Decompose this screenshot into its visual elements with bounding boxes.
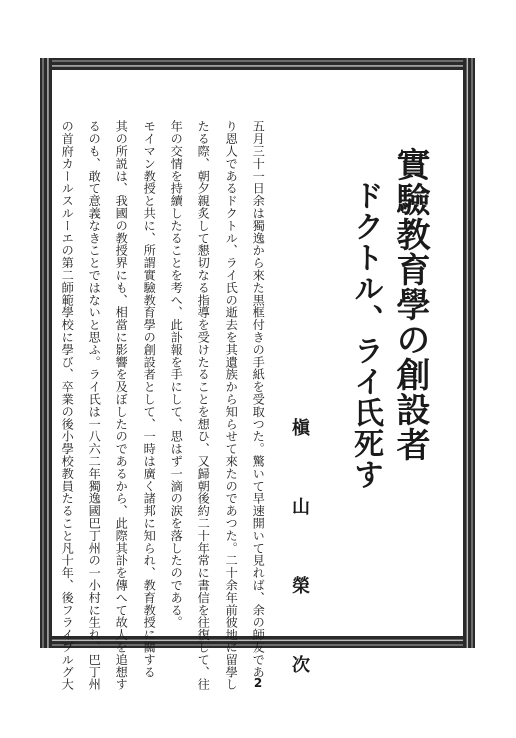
body-column-5: モイマン教授と共に、所謂實驗教育學の創設者として、一時は廣く諸邦に知られ、教育教授に關する <box>142 120 157 678</box>
body-column-7: るのも、敢て意義なきことではないと思ふ。ライ氏は一八六二年獨逸國巴丁州の一小村に生れ、巴丁州 <box>87 120 102 691</box>
article-title: 實驗教育學の創設者 <box>390 147 430 462</box>
article-subtitle: ドクトル、ライ氏死す <box>348 180 383 490</box>
body-column-2: り恩人であるドクトル、ライ氏の逝去を其遺族から知らせて來たのであつた。二十余年前彼地に留學し <box>224 120 239 691</box>
body-column-3: たる際、朝夕親炙して懇切なる指導を受けたることを想ひ、又歸朝後約二十年常に書信を往復して、往 <box>196 120 211 691</box>
border-right <box>463 58 475 648</box>
body-column-4: 年の交情を持續したることを考へ、此訃報を手にして、思はず一滴の涙を落したのである。 <box>169 120 184 629</box>
body-column-1: 五月三十一日余は獨逸から來た黒框付きの手紙を受取つた。驚いて早速開いて見れば、余の師友であ <box>251 120 266 678</box>
page-number: 2 <box>253 676 263 690</box>
article-author: 槇 山 榮 次 <box>289 418 310 693</box>
border-left <box>40 58 52 648</box>
body-column-8: の首府カールスルーエの第二師範學校に學び、卒業の後小學校教員たること凡十年、後フライブルグ大 <box>60 120 75 691</box>
body-column-6: 其の所説は、我國の教授界にも、相當に影響を及ぼしたのであるから、此際其訃を傳へて故人を追想す <box>114 120 129 691</box>
border-top <box>40 58 475 70</box>
